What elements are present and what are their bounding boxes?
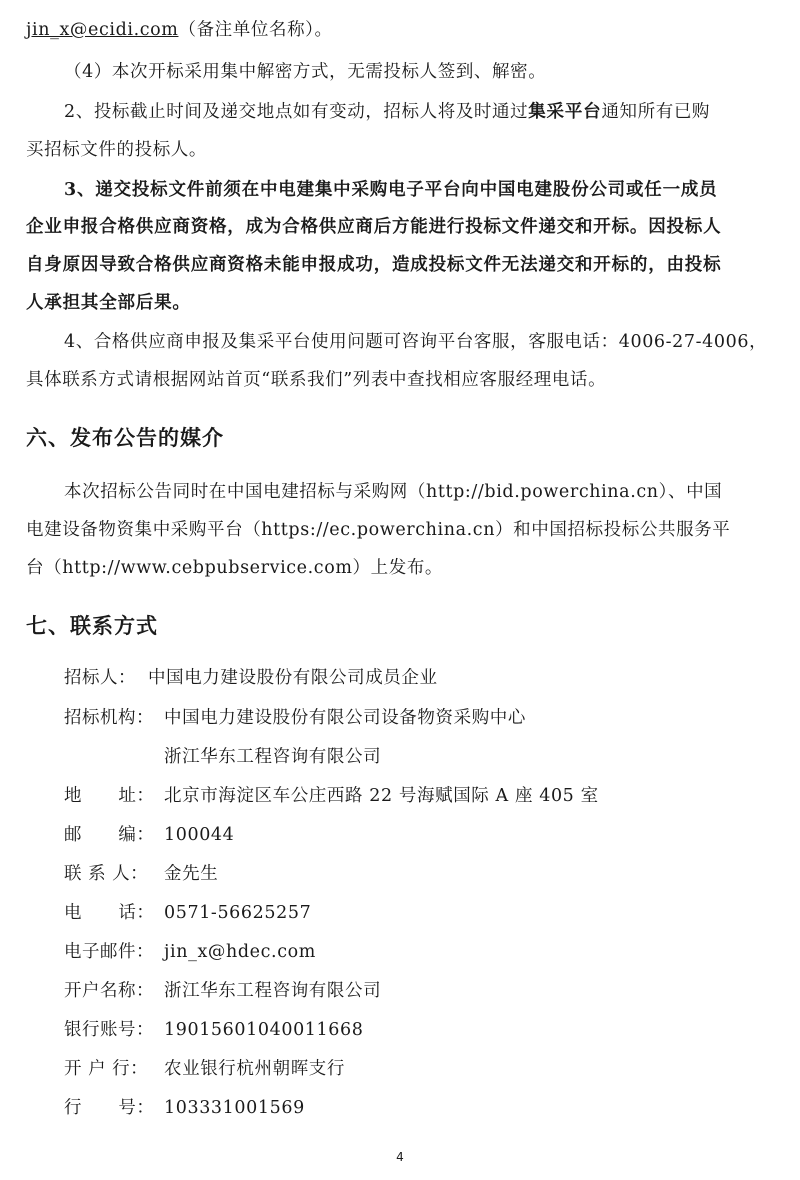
- contact-label: 招标机构：: [64, 708, 154, 728]
- contact-value: 100044: [164, 825, 235, 845]
- media-line-2: 电建设备物资集中采购平台（https://ec.powerchina.cn）和中国招标投标公共服务平: [26, 520, 731, 540]
- contact-value: 浙江华东工程咨询有限公司: [164, 747, 382, 767]
- media-line-3: 台（http://www.cebpubservice.com）上发布。: [26, 558, 444, 578]
- deadline-change-line-2: 买招标文件的投标人。: [26, 140, 207, 160]
- contact-label: 行 号：: [64, 1098, 155, 1118]
- contact-label: 电子邮件：: [64, 942, 154, 962]
- bid-email-link[interactable]: jin_x@ecidi.com: [26, 20, 179, 40]
- contact-value: 19015601040011668: [164, 1020, 364, 1040]
- contact-label: 邮 编：: [64, 825, 155, 845]
- customer-service-line-2: 具体联系方式请根据网站首页“联系我们”列表中查找相应客服经理电话。: [26, 370, 607, 390]
- supplier-qualification-line-1: 3、递交投标文件前须在中电建集中采购电子平台向中国电建股份公司或任一成员: [64, 180, 718, 200]
- contact-value: 中国电力建设股份有限公司设备物资采购中心: [164, 708, 526, 728]
- platform-emphasis: 集采平台: [528, 102, 602, 122]
- contact-value: 北京市海淀区车公庄西路 22 号海赋国际 A 座 405 室: [164, 786, 599, 806]
- contact-value: 农业银行杭州朝晖支行: [164, 1059, 345, 1079]
- media-line-1: 本次招标公告同时在中国电建招标与采购网（http://bid.powerchina.cn）、中国: [64, 482, 723, 502]
- contact-label: 电 话：: [64, 903, 155, 923]
- supplier-qualification-line-3: 自身原因导致合格供应商资格未能申报成功，造成投标文件无法递交和开标的，由投标: [26, 255, 722, 275]
- decryption-note: （4）本次开标采用集中解密方式，无需投标人签到、解密。: [64, 62, 547, 82]
- contact-value: 0571-56625257: [164, 903, 312, 923]
- contact-label: 地 址：: [64, 786, 155, 806]
- section-6-heading: 六、发布公告的媒介: [26, 425, 224, 450]
- supplier-qualification-line-2: 企业申报合格供应商资格，成为合格供应商后方能进行投标文件递交和开标。因投标人: [26, 217, 722, 237]
- deadline-change-line-1: [64, 100, 776, 124]
- email-note-line: [26, 18, 776, 42]
- deadline-text-a: 2、投标截止时间及递交地点如有变动，招标人将及时通过: [64, 102, 529, 122]
- contact-label: 开 户 行：: [64, 1059, 149, 1079]
- contact-value: 浙江华东工程咨询有限公司: [164, 981, 382, 1001]
- supplier-qualification-line-4: 人承担其全部后果。: [26, 293, 191, 313]
- contact-email[interactable]: jin_x@hdec.com: [164, 942, 316, 962]
- contact-label: 开户名称：: [64, 981, 154, 1001]
- deadline-text-b: 通知所有已购: [601, 102, 711, 122]
- customer-service-line-1: 4、合格供应商申报及集采平台使用问题可咨询平台客服，客服电话：4006-27-4006，: [64, 332, 768, 352]
- contact-label: 银行账号：: [64, 1020, 154, 1040]
- section-7-heading: 七、联系方式: [26, 613, 158, 638]
- email-note-text: （备注单位名称）。: [178, 20, 333, 40]
- contact-value: 103331001569: [164, 1098, 305, 1118]
- contact-label: 联 系 人：: [64, 864, 149, 884]
- contact-value: 中国电力建设股份有限公司成员企业: [148, 668, 438, 688]
- contact-label: 招标人：: [64, 668, 136, 688]
- page-number: 4: [396, 1150, 404, 1164]
- contact-value: 金先生: [164, 864, 219, 884]
